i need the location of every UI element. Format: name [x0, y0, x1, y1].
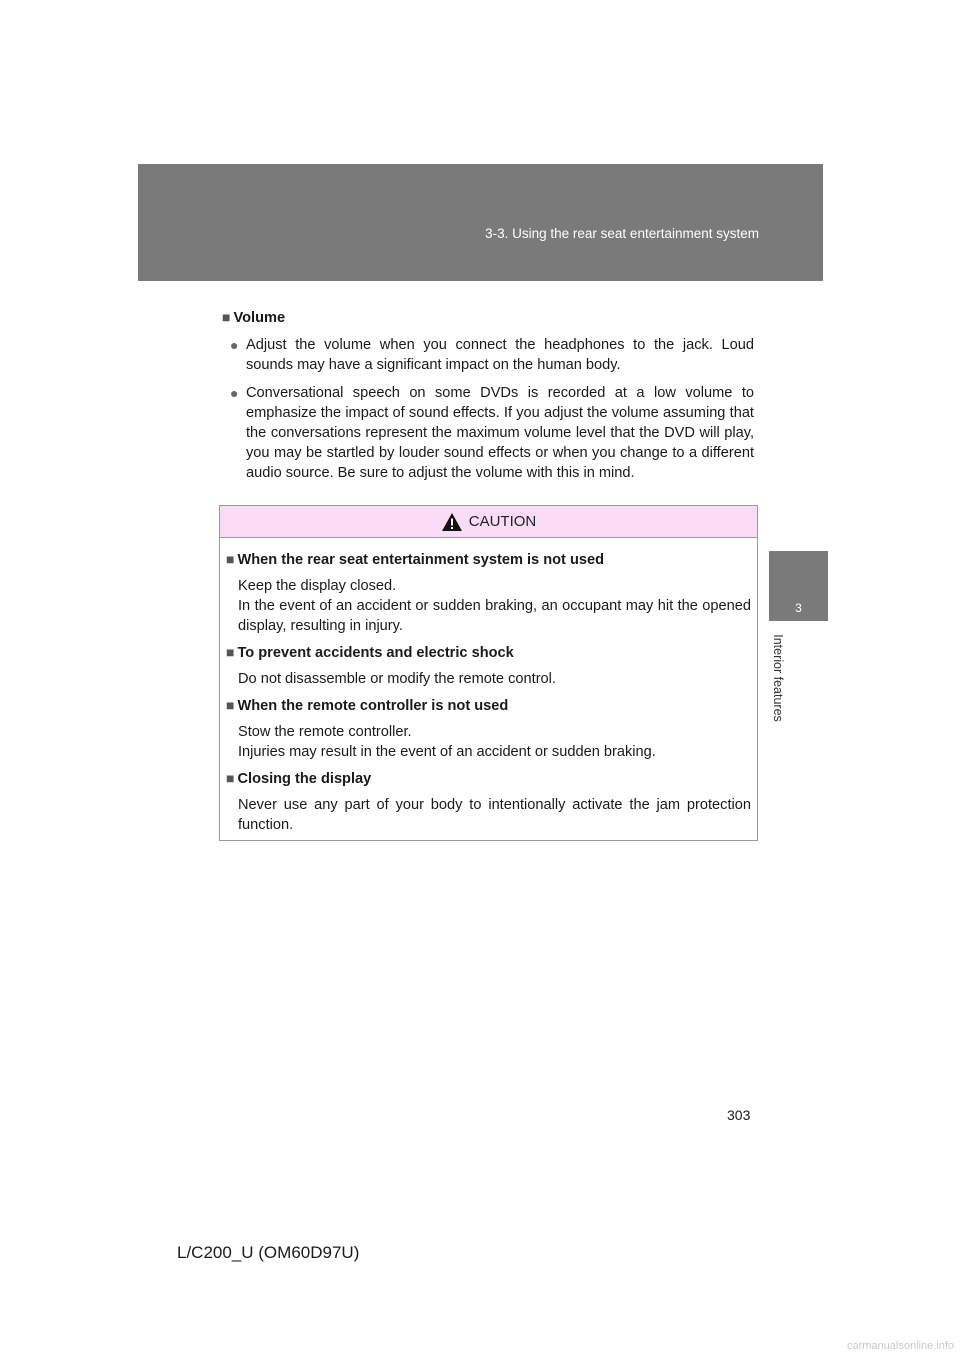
chapter-tab — [769, 551, 828, 621]
watermark: carmanualsonline.info — [846, 1340, 954, 1352]
list-item: ● Conversational speech on some DVDs is recorded at a low volume to emphasize the impact of sound effects. If you adjust the volume assuming that the conversations represent the maximum volume level that the DVD will play, you may be startled by louder sound effects or when you change to a different audio source. Be sure to adjust the volume with this in mind. — [230, 385, 754, 481]
caution-heading: ■ When the remote controller is not used — [226, 697, 509, 714]
chapter-number: 3 — [795, 601, 802, 615]
caution-heading: ■ To prevent accidents and electric shock — [226, 644, 514, 661]
volume-section — [222, 307, 754, 491]
chapter-label: Interior features — [771, 633, 786, 722]
square-bullet-icon: ■ — [226, 770, 235, 786]
square-bullet-icon: ■ — [226, 551, 235, 567]
circle-bullet-icon: ● — [230, 337, 239, 353]
caution-paragraph: Keep the display closed. In the event of an accident or sudden braking, an occupant may hit the opened display, resulting in injury. — [238, 578, 751, 634]
header-band — [138, 164, 823, 281]
caution-box — [219, 505, 758, 841]
caution-paragraph: Never use any part of your body to intentionally activate the jam protection function. — [238, 797, 751, 833]
caution-body — [220, 538, 757, 835]
volume-heading: ■ Volume — [222, 309, 286, 326]
footer-id: L/C200_U (OM60D97U) — [177, 1243, 360, 1262]
caution-title: CAUTION — [468, 513, 537, 530]
section-title: 3-3. Using the rear seat entertainment system — [485, 226, 759, 241]
caution-paragraph: Do not disassemble or modify the remote control. — [238, 671, 556, 687]
caution-paragraph: Stow the remote controller. Injuries may result in the event of an accident or sudden braking. — [238, 724, 656, 760]
list-item: ● Adjust the volume when you connect the headphones to the jack. Loud sounds may have a significant impact on the human body. — [230, 337, 754, 373]
caution-heading: ■ When the rear seat entertainment system is not used — [226, 551, 605, 568]
circle-bullet-icon: ● — [230, 385, 239, 401]
square-bullet-icon: ■ — [222, 309, 231, 325]
square-bullet-icon: ■ — [226, 697, 235, 713]
caution-heading: ■ Closing the display — [226, 770, 372, 787]
caution-header — [220, 506, 757, 538]
warning-triangle-icon — [441, 512, 463, 532]
page-number: 303 — [727, 1107, 751, 1123]
square-bullet-icon: ■ — [226, 644, 235, 660]
